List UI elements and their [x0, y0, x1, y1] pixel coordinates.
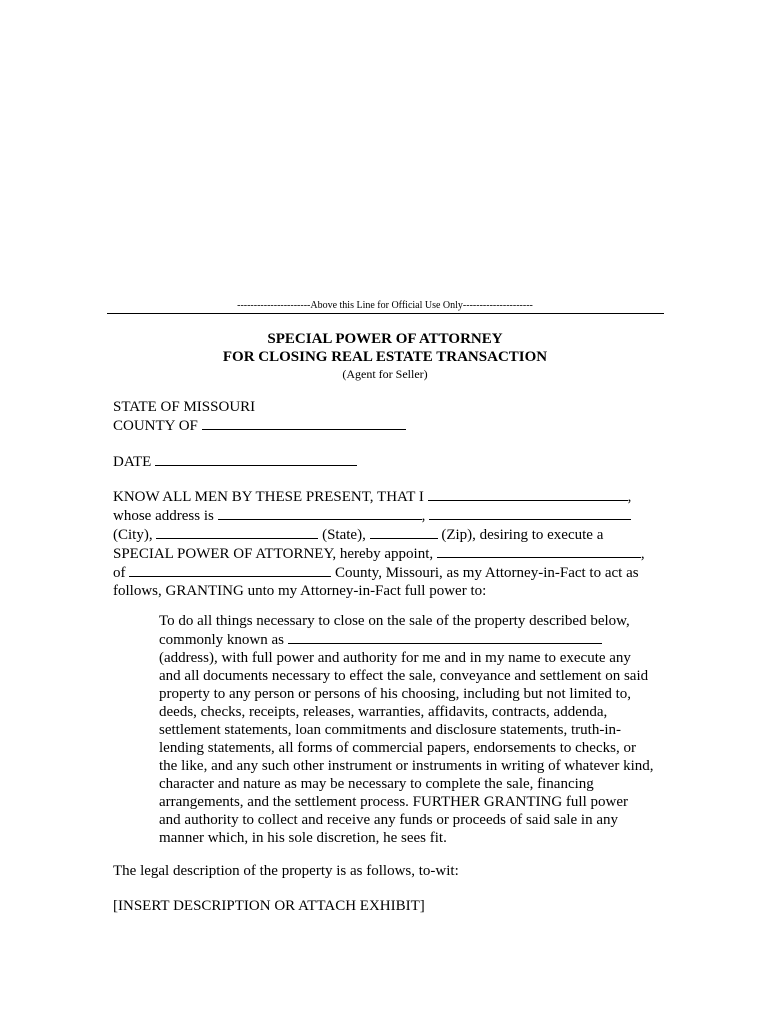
legal-intro-text: The legal description of the property is as follows, to-wit:: [113, 863, 459, 879]
attorney-county-field[interactable]: [129, 563, 331, 577]
powers-line-3: (address), with full power and authority for me and in my name to execute any: [159, 650, 631, 666]
street-address-field[interactable]: [218, 506, 422, 520]
legal-description-intro: [113, 862, 673, 880]
state-line: STATE OF MISSOURI: [113, 399, 256, 415]
city-label: (City),: [113, 527, 153, 543]
state-label: (State),: [322, 527, 366, 543]
comma-4: ,: [640, 546, 645, 562]
grant-line-4: [113, 544, 673, 563]
county-label: COUNTY OF: [113, 418, 198, 434]
county-line: [113, 416, 673, 435]
grant-line-5: [113, 563, 673, 582]
grant-line-1: [113, 487, 673, 506]
grant-line-6: follows, GRANTING unto my Attorney-in-Fact full power to:: [113, 583, 487, 599]
powers-paragraph: [159, 612, 669, 847]
comma-2: ,: [421, 508, 426, 524]
date-line: [113, 452, 673, 471]
official-use-line: ----------------------Above this Line for Official Use Only---------------------: [237, 300, 533, 311]
powers-line-6: deeds, checks, receipts, releases, warranties, affidavits, contracts, addenda,: [159, 704, 608, 720]
state-field[interactable]: [370, 525, 438, 539]
date-field[interactable]: [155, 452, 357, 466]
venue-block: [113, 398, 673, 435]
address-line2-field[interactable]: [429, 506, 631, 520]
property-address-field[interactable]: [288, 630, 602, 644]
powers-line-5: property to any person or persons of his choosing, including but not limited to,: [159, 686, 632, 702]
official-use-rule: [107, 313, 664, 314]
powers-line-10: character and nature as may be necessary to complete the sale, financing: [159, 776, 594, 792]
of-label: of: [113, 565, 126, 581]
date-block: [113, 452, 673, 471]
document-title-line2: FOR CLOSING REAL ESTATE TRANSACTION: [222, 349, 548, 365]
powers-line-7: settlement statements, loan commitments and disclosure statements, truth-in-: [159, 722, 621, 738]
title-block: [0, 330, 770, 382]
powers-line-11: arrangements, and the settlement process. FURTHER GRANTING full power: [159, 794, 628, 810]
county-field[interactable]: [202, 416, 406, 430]
grant-text-2: whose address is: [113, 508, 214, 524]
powers-line-4: and all documents necessary to effect the sale, conveyance and settlement on said: [159, 668, 649, 684]
document-title: SPECIAL POWER OF ATTORNEY: [267, 331, 503, 347]
powers-line-1: To do all things necessary to close on the sale of the property described below,: [159, 613, 630, 629]
grant-text-5: County, Missouri, as my Attorney-in-Fact to act as: [335, 565, 639, 581]
powers-line-13: manner which, in his sole discretion, he sees fit.: [159, 830, 447, 846]
principal-name-field[interactable]: [428, 487, 628, 501]
legal-description-placeholder: [113, 897, 673, 915]
date-label: DATE: [113, 454, 152, 470]
commonly-known-label: commonly known as: [159, 632, 284, 648]
grant-text-1: KNOW ALL MEN BY THESE PRESENT, THAT I: [113, 489, 424, 505]
document-subtitle: (Agent for Seller): [342, 367, 428, 381]
comma-1: ,: [627, 489, 632, 505]
grant-paragraph: [113, 487, 673, 600]
powers-line-2: [159, 630, 669, 649]
attorney-name-field[interactable]: [437, 544, 641, 558]
grant-line-3: [113, 525, 673, 544]
powers-line-12: and authority to collect and receive any funds or proceeds of said sale in any: [159, 812, 619, 828]
city-field[interactable]: [156, 525, 318, 539]
powers-line-8: lending statements, all forms of commercial papers, endorsements to checks, or: [159, 740, 636, 756]
grant-line-2: [113, 506, 673, 525]
grant-text-4: SPECIAL POWER OF ATTORNEY, hereby appoint,: [113, 546, 434, 562]
powers-line-9: the like, and any such other instrument or instruments in writing of whatever kind,: [159, 758, 654, 774]
insert-description-text: [INSERT DESCRIPTION OR ATTACH EXHIBIT]: [113, 898, 425, 914]
zip-label: (Zip), desiring to execute a: [441, 527, 604, 543]
